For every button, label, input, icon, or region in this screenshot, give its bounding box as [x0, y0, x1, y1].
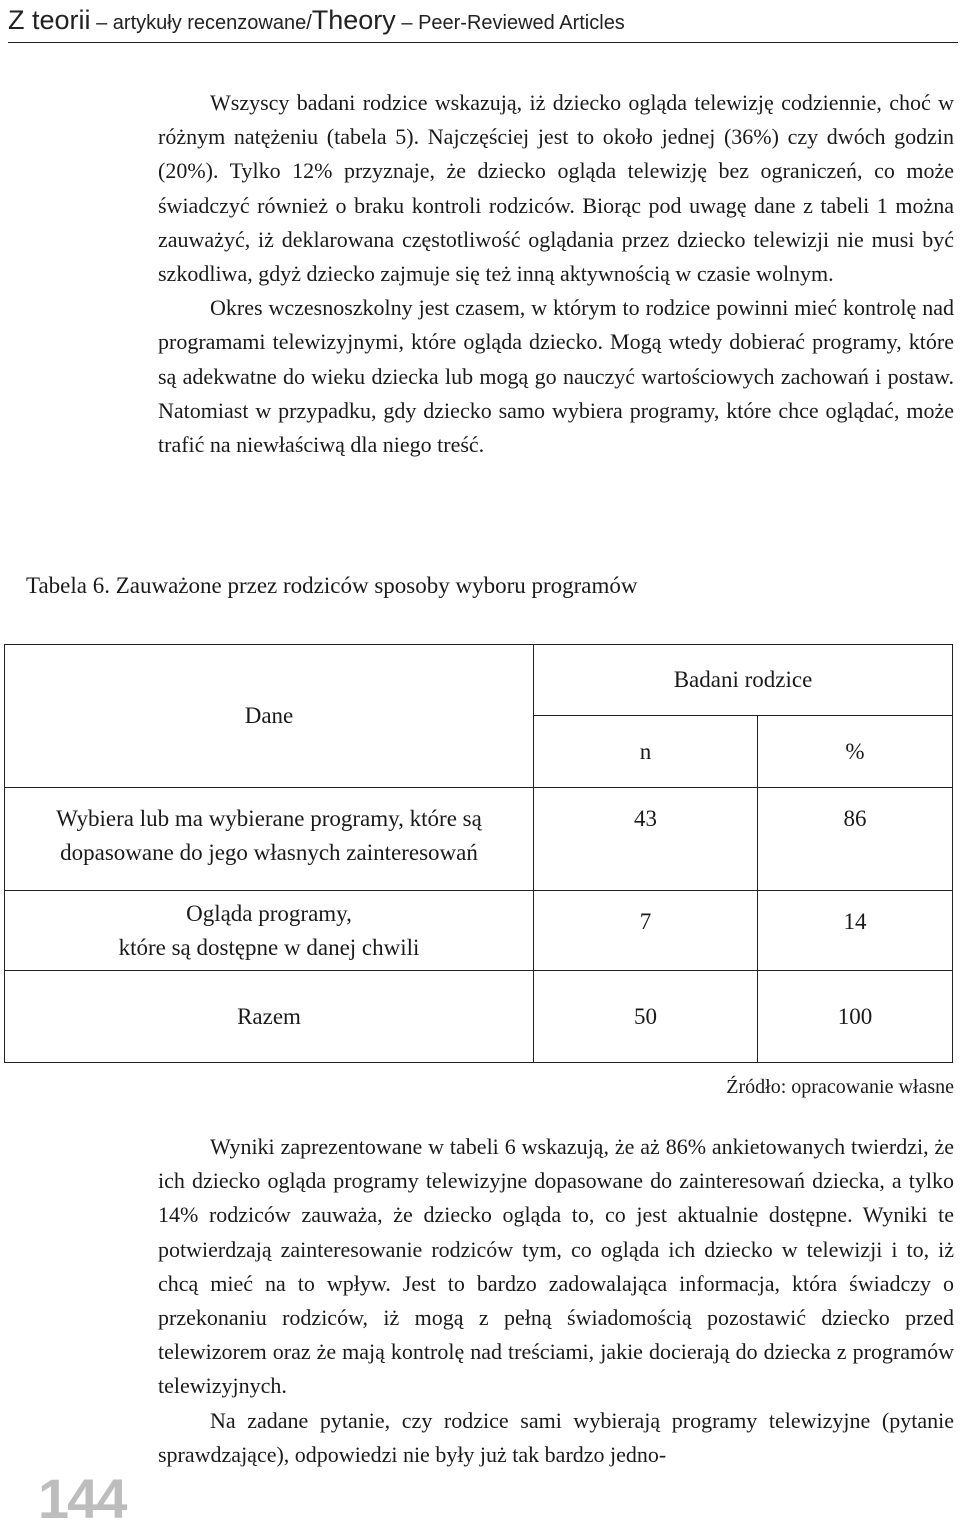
table-row — [5, 788, 953, 891]
table-row — [5, 891, 953, 971]
table-header-pct: % — [758, 716, 953, 788]
table-header-n: n — [534, 716, 758, 788]
row-pct: 14 — [758, 891, 953, 971]
row-n: 7 — [534, 891, 758, 971]
page-number: 144 — [38, 1467, 126, 1530]
row-label-line: które są dostępne w danej chwili — [118, 934, 420, 960]
table-header-group: Badani rodzice — [534, 645, 953, 716]
paragraph: Wyniki zaprezentowane w tabeli 6 wskazują, że aż 86% ankietowanych twierdzi, że ich dziecko ogląda programy telewizyjne dopasowane do zainteresowań dziecka, a tylko 14% rodziców zauważa, że dziecko ogląda to, co jest aktualnie dostępne. Wyniki te potwierdzają zainteresowanie rodziców tym, co ogląda ich dziecko w telewizji i to, iż chcą mieć na to wpływ. Jest to bardzo zadowalająca informacja, która świadczy o przekonaniu rodziców, iż mogą z pełną świadomością pozostawić dziecko przed telewizorem oraz że mają kontrolę nad treściami, jakie docierają do dziecka z programów telewizyjnych. — [158, 1134, 954, 1399]
paragraph: Okres wczesnoszkolny jest czasem, w którym to rodzice powinni mieć kontrolę nad programami telewizyjnymi, które ogląda dziecko. Mogą wtedy dobierać programy, które są adekwatne do wieku dziecka lub mogą go nauczyć wartościowych zachowań i postaw. Natomiast w przypadku, gdy dziecko samo wybiera programy, które chce oglądać, może trafić na niewłaściwą dla niego treść. — [158, 295, 954, 458]
header-subtitle-en: Peer-Reviewed Articles — [418, 12, 625, 34]
paragraph: Na zadane pytanie, czy rodzice sami wybierają programy telewizyjne (pytanie sprawdzające), odpowiedzi nie były już tak bardzo jedno- — [158, 1407, 954, 1467]
row-label — [5, 788, 534, 891]
body-text-bottom — [158, 1130, 954, 1472]
row-pct: 100 — [758, 971, 953, 1063]
header-section-en: Theory — [311, 5, 396, 35]
row-label-line: dopasowane do jego własnych zainteresowań — [60, 840, 478, 865]
header-dash-1: – — [90, 12, 113, 34]
row-label — [5, 891, 534, 971]
table-header-dane: Dane — [5, 645, 534, 788]
row-label: Razem — [5, 971, 534, 1063]
header-dash-2: – — [395, 12, 419, 34]
body-text-top — [158, 86, 954, 462]
row-label-line: Ogląda programy, — [186, 900, 352, 926]
running-header — [8, 0, 958, 43]
header-subtitle-pl: artykuły recenzowane/ — [112, 12, 312, 34]
table-source: Źródło: opracowanie własne — [726, 1076, 954, 1098]
row-pct: 86 — [758, 788, 953, 891]
header-section-pl: Z teorii — [8, 5, 91, 35]
row-n: 50 — [534, 971, 758, 1063]
table-caption: Tabela 6. Zauważone przez rodziców sposoby wyboru programów — [26, 573, 638, 598]
row-n: 43 — [534, 788, 758, 891]
data-table — [4, 644, 953, 1063]
paragraph: Wszyscy badani rodzice wskazują, iż dziecko ogląda telewizję codziennie, choć w różnym natężeniu (tabela 5). Najczęściej jest to około jednej (36%) czy dwóch godzin (20%). Tylko 12% przyznaje, że dziecko ogląda telewizję bez ograniczeń, co może świadczyć również o braku kontroli rodziców. Biorąc pod uwagę dane z tabeli 1 można zauważyć, iż deklarowana częstotliwość oglądania przez dziecko telewizji nie musi być szkodliwa, gdyż dziecko zajmuje się też inną aktywnością w czasie wolnym. — [158, 90, 954, 287]
row-label-line: Wybiera lub ma wybierane programy, które są — [56, 806, 482, 831]
table-row-total — [5, 971, 953, 1063]
